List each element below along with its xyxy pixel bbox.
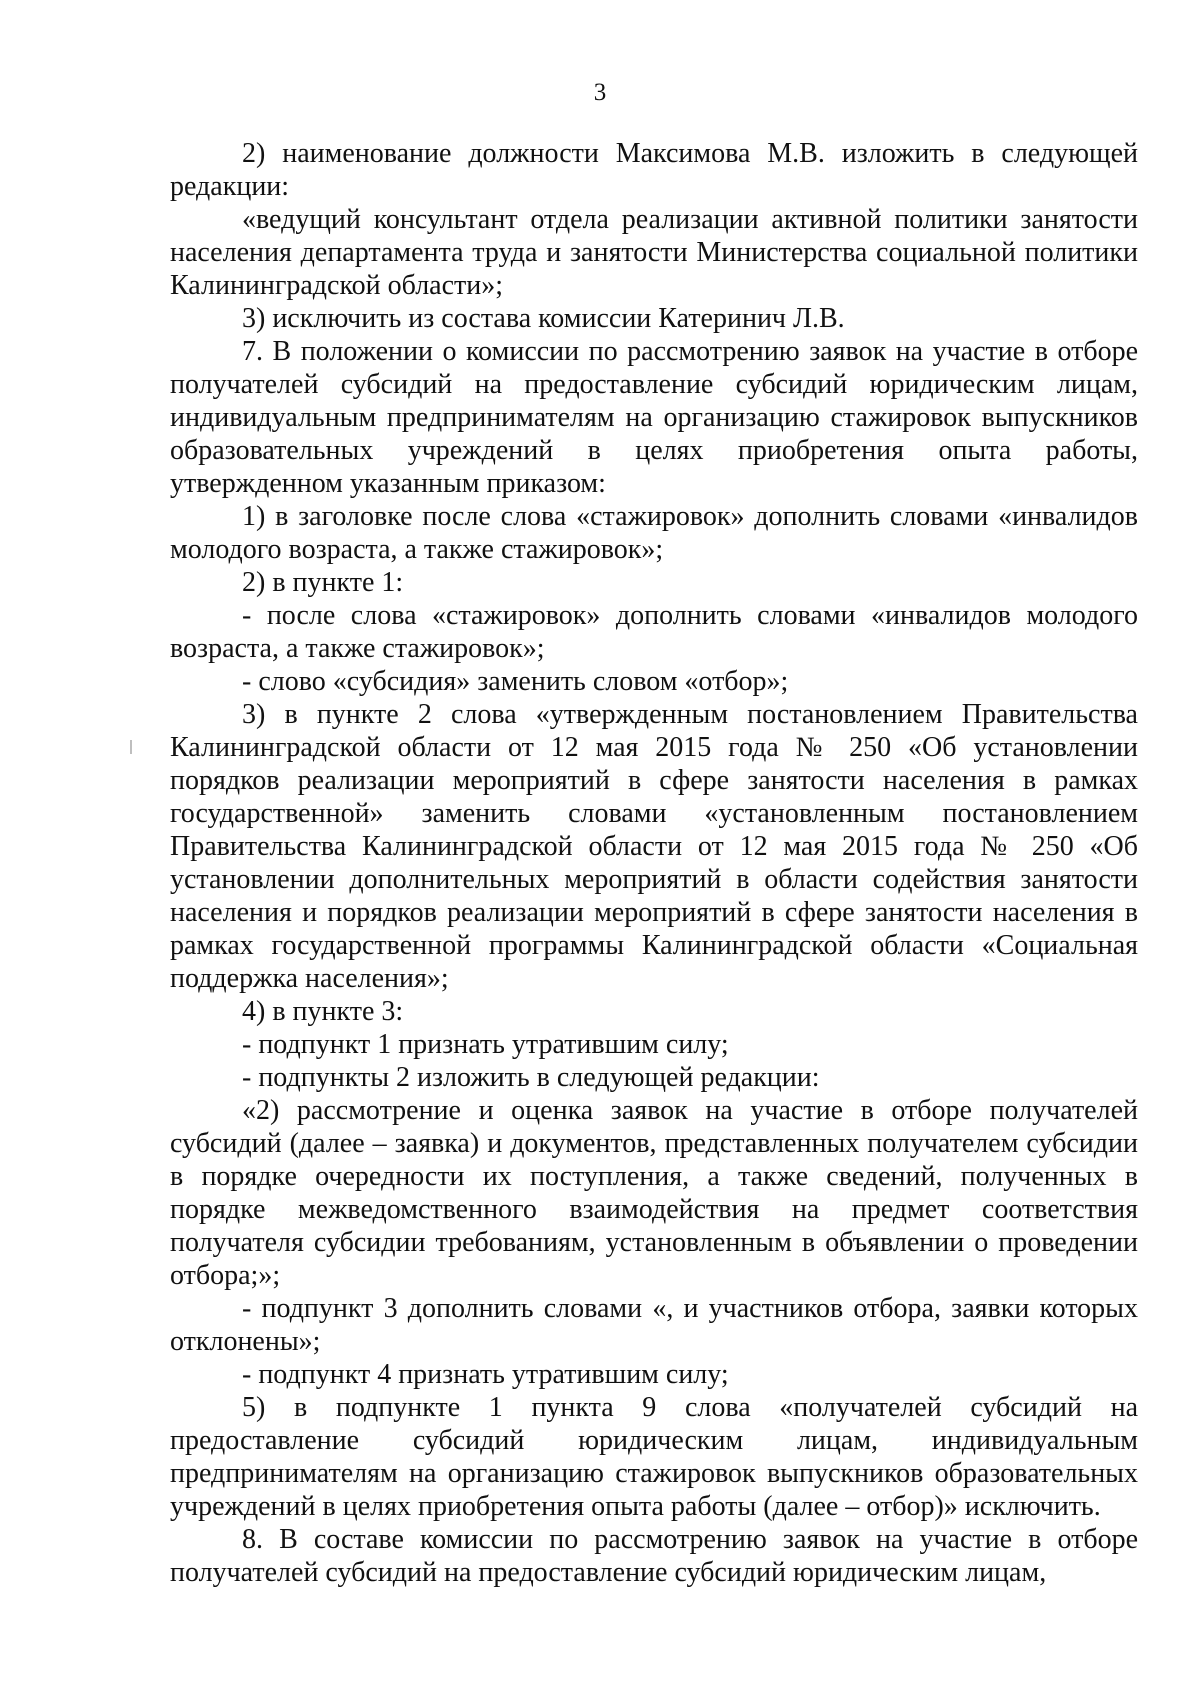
paragraph-7-item-2-dash-1: - после слова «стажировок» дополнить словами «инвалидов молодого возраста, а также стажировок»;	[170, 600, 1138, 664]
paragraph-new-position-text: «ведущий консультант отдела реализации активной политики занятости населения департамента труда и занятости Министерства социальной политики Калининградской области»;	[170, 204, 1138, 301]
paragraph-item-2-position-title: 2) наименование должности Максимова М.В. изложить в следующей редакции:	[170, 138, 1138, 202]
paragraph-7-item-4: 4) в пункте 3:	[242, 996, 404, 1027]
page-number: 3	[593, 79, 607, 106]
paragraph-7-item-1: 1) в заголовке после слова «стажировок» дополнить словами «инвалидов молодого возраста, а также стажировок»;	[170, 501, 1138, 565]
paragraph-section-7: 7. В положении о комиссии по рассмотрению заявок на участие в отборе получателей субсидий на предоставление субсидий юридическим лицам, индивидуальным предпринимателям на организацию стажировок выпускников образовательных учреждений в целях приобретения опыта работы, утвержденном указанным приказом:	[170, 336, 1138, 499]
paragraph-7-item-4-dash-1: - подпункт 1 признать утратившим силу;	[242, 1029, 729, 1060]
paragraph-7-item-5: 5) в подпункте 1 пункта 9 слова «получателей субсидий на предоставление субсидий юридическим лицам, индивидуальным предпринимателям на организацию стажировок выпускников образовательных учреждений в целях приобретения опыта работы (далее – отбор)» исключить.	[170, 1392, 1138, 1522]
paragraph-7-item-2-dash-2: - слово «субсидия» заменить словом «отбор»;	[242, 666, 789, 697]
scan-artifact	[130, 740, 132, 754]
paragraph-7-item-2: 2) в пункте 1:	[242, 567, 404, 598]
document-body	[170, 137, 1138, 1589]
paragraph-7-item-4-dash-2: - подпункты 2 изложить в следующей редакции:	[242, 1062, 820, 1093]
paragraph-item-3-exclude-member: 3) исключить из состава комиссии Катеринич Л.В.	[242, 303, 845, 334]
paragraph-new-subitem-2-text: «2) рассмотрение и оценка заявок на участие в отборе получателей субсидий (далее – заявка) и документов, представленных получателем субсидии в порядке очередности их поступления, а также сведений, полученных в порядке межведомственного взаимодействия на предмет соответствия получателя субсидии требованиям, установленным в объявлении о проведении отбора;»;	[170, 1095, 1138, 1291]
paragraph-7-item-4-dash-3: - подпункт 3 дополнить словами «, и участников отбора, заявки которых отклонены»;	[170, 1293, 1138, 1357]
paragraph-7-item-3: 3) в пункте 2 слова «утвержденным постановлением Правительства Калининградской области от 12 мая 2015 года № 250 «Об установлении порядков реализации мероприятий в сфере занятости населения в рамках государственной» заменить словами «установленным постановлением Правительства Калининградской области от 12 мая 2015 года № 250 «Об установлении дополнительных мероприятий в области содействия занятости населения и порядков реализации мероприятий в сфере занятости населения в рамках государственной программы Калининградской области «Социальная поддержка населения»;	[170, 699, 1138, 994]
paragraph-7-item-4-dash-4: - подпункт 4 признать утратившим силу;	[242, 1359, 729, 1390]
paragraph-section-8: 8. В составе комиссии по рассмотрению заявок на участие в отборе получателей субсидий на предоставление субсидий юридическим лицам,	[170, 1524, 1138, 1588]
